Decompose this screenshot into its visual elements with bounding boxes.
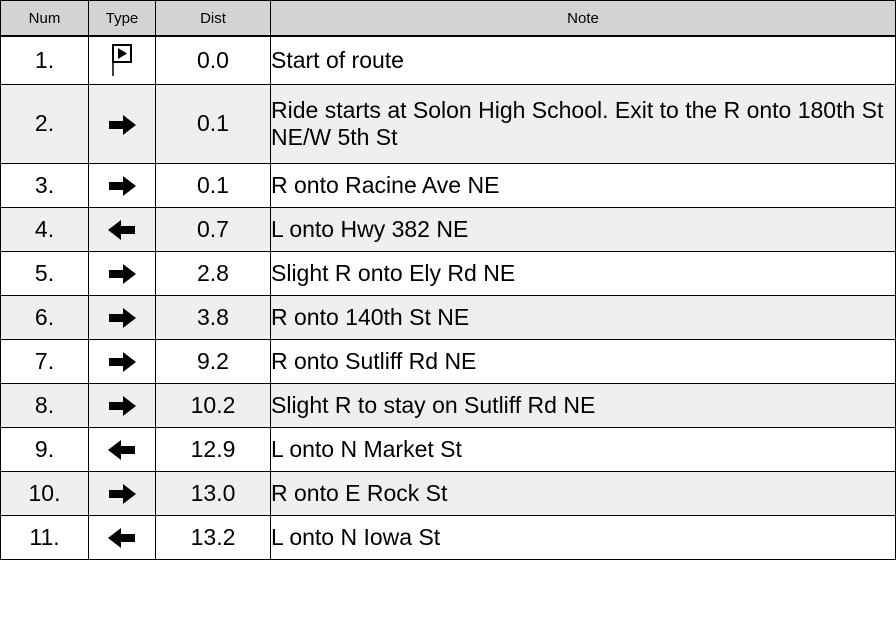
cue-type xyxy=(89,251,156,295)
header-dist: Dist xyxy=(156,1,271,37)
right-arrow-icon xyxy=(107,110,137,136)
start-flag-icon xyxy=(110,45,134,71)
cue-type xyxy=(89,295,156,339)
header-row xyxy=(1,1,896,37)
cue-type xyxy=(89,471,156,515)
cue-row xyxy=(1,515,896,559)
cue-note: Start of route xyxy=(271,36,896,84)
cue-row xyxy=(1,163,896,207)
cue-type xyxy=(89,339,156,383)
cue-sheet-body xyxy=(1,36,896,559)
cue-dist: 3.8 xyxy=(156,295,271,339)
header-num: Num xyxy=(1,1,89,37)
cue-type xyxy=(89,427,156,471)
cue-type xyxy=(89,515,156,559)
header-note: Note xyxy=(271,1,896,37)
cue-note: R onto E Rock St xyxy=(271,471,896,515)
cue-num: 11. xyxy=(1,515,89,559)
cue-note: R onto Sutliff Rd NE xyxy=(271,339,896,383)
cue-row xyxy=(1,471,896,515)
cue-dist: 10.2 xyxy=(156,383,271,427)
cue-row xyxy=(1,36,896,84)
cue-note: R onto 140th St NE xyxy=(271,295,896,339)
cue-sheet-header xyxy=(1,1,896,37)
left-arrow-icon xyxy=(107,524,137,550)
cue-note: R onto Racine Ave NE xyxy=(271,163,896,207)
right-arrow-icon xyxy=(107,304,137,330)
cue-type xyxy=(89,163,156,207)
cue-dist: 9.2 xyxy=(156,339,271,383)
cue-num: 10. xyxy=(1,471,89,515)
cue-num: 2. xyxy=(1,84,89,163)
cue-row xyxy=(1,84,896,163)
cue-note: Slight R onto Ely Rd NE xyxy=(271,251,896,295)
cue-row xyxy=(1,295,896,339)
cue-num: 7. xyxy=(1,339,89,383)
cue-row xyxy=(1,383,896,427)
left-arrow-icon xyxy=(107,436,137,462)
right-arrow-icon xyxy=(107,172,137,198)
cue-dist: 0.7 xyxy=(156,207,271,251)
cue-dist: 0.1 xyxy=(156,163,271,207)
cue-note: L onto N Iowa St xyxy=(271,515,896,559)
cue-row xyxy=(1,207,896,251)
cue-dist: 0.0 xyxy=(156,36,271,84)
cue-type xyxy=(89,36,156,84)
cue-dist: 2.8 xyxy=(156,251,271,295)
cue-note: Ride starts at Solon High School. Exit to the R onto 180th St NE/W 5th St xyxy=(271,84,896,163)
cue-num: 5. xyxy=(1,251,89,295)
cue-type xyxy=(89,207,156,251)
cue-num: 3. xyxy=(1,163,89,207)
cue-type xyxy=(89,383,156,427)
cue-num: 8. xyxy=(1,383,89,427)
cue-row xyxy=(1,339,896,383)
right-arrow-icon xyxy=(107,348,137,374)
cue-type xyxy=(89,84,156,163)
cue-num: 1. xyxy=(1,36,89,84)
header-type: Type xyxy=(89,1,156,37)
cue-note: L onto N Market St xyxy=(271,427,896,471)
right-arrow-icon xyxy=(107,260,137,286)
right-arrow-icon xyxy=(107,480,137,506)
cue-dist: 12.9 xyxy=(156,427,271,471)
cue-num: 9. xyxy=(1,427,89,471)
left-arrow-icon xyxy=(107,216,137,242)
cue-note: L onto Hwy 382 NE xyxy=(271,207,896,251)
cue-dist: 0.1 xyxy=(156,84,271,163)
cue-dist: 13.2 xyxy=(156,515,271,559)
cue-num: 4. xyxy=(1,207,89,251)
cue-row xyxy=(1,427,896,471)
cue-num: 6. xyxy=(1,295,89,339)
cue-dist: 13.0 xyxy=(156,471,271,515)
cue-row xyxy=(1,251,896,295)
right-arrow-icon xyxy=(107,392,137,418)
cue-note: Slight R to stay on Sutliff Rd NE xyxy=(271,383,896,427)
